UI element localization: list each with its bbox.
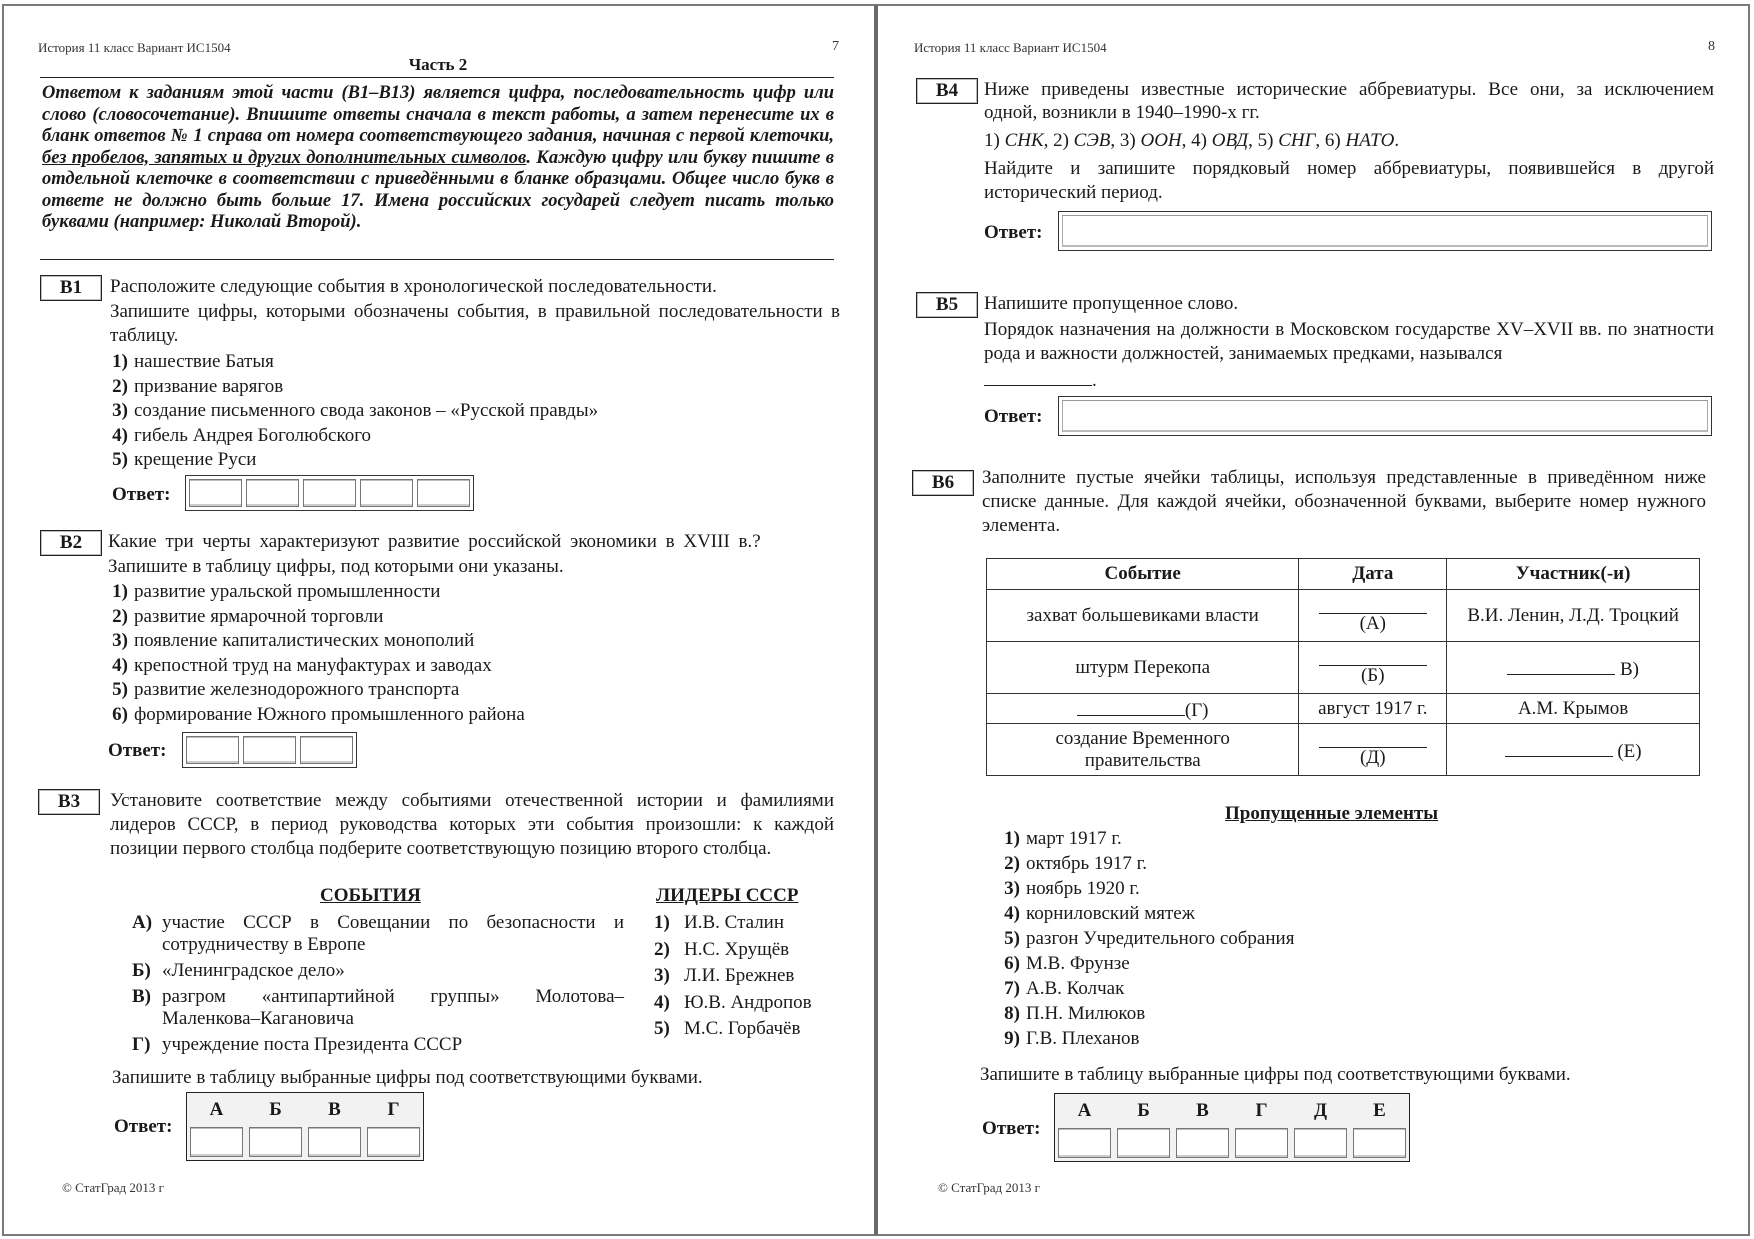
answer-label: Ответ: xyxy=(108,740,167,761)
answer-cell[interactable] xyxy=(243,736,296,764)
event-cell: создание Временного правительства xyxy=(987,724,1299,776)
list-item: 5) М.С. Горбачёв xyxy=(654,1018,801,1039)
answer-cell[interactable] xyxy=(1294,1128,1347,1158)
event-cell[interactable]: (Г) xyxy=(987,694,1299,724)
part-instructions: Ответом к заданиям этой части (В1–В13) является цифра, последовательность цифр или слово (словосочетание). Впишите ответы сначала в текст работы, а затем перенесите их в бланк ответов № 1 справа от номера соответствующего задания, начиная с первой клеточки, без пробелов, запятых и других дополнительных символов. Каждую цифру или букву пишите в отдельной клеточке в соответствии с приведёнными в бланке образцами. Общее число букв в ответе не должно быть больше 17. Имена российских государей следует писать только буквами (например: Николай Второй). xyxy=(42,83,834,232)
answer-cell[interactable] xyxy=(303,479,356,507)
footer-copyright: © СтатГрад 2013 г xyxy=(62,1180,164,1195)
b2-instruction: Запишите в таблицу цифры, под которыми они указаны. xyxy=(108,556,564,577)
b4-task: Найдите и запишите порядковый номер аббревиатуры, появившейся в другой исторический период. xyxy=(984,158,1714,203)
answer-label: Ответ: xyxy=(112,484,171,505)
question-badge-b3: В3 xyxy=(38,789,100,815)
list-item: 1) развитие уральской промышленности xyxy=(112,581,441,602)
participants-cell: А.М. Крымов xyxy=(1447,694,1700,724)
table-row xyxy=(987,694,1700,724)
list-item: 1) март 1917 г. xyxy=(1004,828,1122,849)
answer-cell[interactable] xyxy=(246,479,299,507)
list-item: 5) развитие железнодорожного транспорта xyxy=(112,679,460,700)
b6-answer-instruction: Запишите в таблицу выбранные цифры под соответствующими буквами. xyxy=(980,1064,1571,1085)
list-item: В) разгром «антипартийной группы» Молотова–Маленкова–Кагановича xyxy=(132,986,624,1029)
column-letter: Е xyxy=(1373,1100,1386,1121)
answer-cell[interactable] xyxy=(189,479,242,507)
participants-cell: В.И. Ленин, Л.Д. Троцкий xyxy=(1447,590,1700,642)
list-item: 6) М.В. Фрунзе xyxy=(1004,953,1130,974)
fill-blank xyxy=(984,366,1092,386)
list-item: 2) Н.С. Хрущёв xyxy=(654,938,790,960)
column-letter: В xyxy=(1196,1100,1209,1121)
column-header: Участник(-и) xyxy=(1447,559,1700,590)
list-item: А) участие СССР в Совещании по безопасности и сотрудничеству в Европе xyxy=(132,912,624,955)
column-letter: Б xyxy=(269,1099,282,1120)
missing-elements-heading: Пропущенные элементы xyxy=(1225,803,1439,824)
leaders-heading: ЛИДЕРЫ СССР xyxy=(656,885,799,906)
date-cell: август 1917 г. xyxy=(1299,694,1447,724)
b1-options xyxy=(100,350,598,473)
answer-label: Ответ: xyxy=(114,1116,173,1137)
answer-cell[interactable] xyxy=(1235,1128,1288,1158)
question-badge-b1: В1 xyxy=(40,275,102,301)
answer-cell[interactable] xyxy=(1117,1128,1170,1158)
b1-prompt: Расположите следующие события в хронологической последовательности. xyxy=(110,276,717,297)
b6-prompt: Заполните пустые ячейки таблицы, используя представленные в приведённом ниже списке данные. Для каждой ячейки, обозначенной буквами, выберите номер нужного элемента. xyxy=(982,467,1706,536)
answer-label: Ответ: xyxy=(984,406,1043,427)
page-header: История 11 класс Вариант ИС1504 xyxy=(914,40,1107,55)
list-item: 3) появление капиталистических монополий xyxy=(112,630,475,651)
list-item: 8) П.Н. Милюков xyxy=(1004,1003,1146,1024)
answer-cell[interactable] xyxy=(367,1127,420,1157)
list-item: 1) И.В. Сталин xyxy=(654,912,785,933)
list-item: 4) гибель Андрея Боголюбского xyxy=(112,424,372,446)
b2-answer-cells xyxy=(182,732,357,768)
question-badge-b4: В4 xyxy=(916,78,978,104)
list-item: Б) «Ленинградское дело» xyxy=(132,960,345,981)
table-row xyxy=(987,590,1700,642)
b3-events xyxy=(132,912,624,1060)
page-header: История 11 класс Вариант ИС1504 xyxy=(38,40,231,55)
column-letter: В xyxy=(328,1099,341,1120)
part-title: Часть 2 xyxy=(408,55,468,74)
column-letter: Г xyxy=(387,1099,400,1120)
participants-cell[interactable]: (Е) xyxy=(1447,724,1700,776)
b3-leaders xyxy=(654,912,844,1045)
events-heading: СОБЫТИЯ xyxy=(320,885,421,906)
column-header: Дата xyxy=(1299,559,1447,590)
list-item: 4) крепостной труд на мануфактурах и заводах xyxy=(112,654,492,676)
answer-cell[interactable] xyxy=(249,1127,302,1157)
divider xyxy=(40,259,834,260)
b6-answer-table xyxy=(1054,1093,1410,1162)
b5-prompt: Напишите пропущенное слово. xyxy=(984,293,1239,314)
list-item: 7) А.В. Колчак xyxy=(1004,978,1125,999)
answer-cell[interactable] xyxy=(360,479,413,507)
table-row xyxy=(987,642,1700,694)
list-item: 4) Ю.В. Андропов xyxy=(654,991,812,1013)
b3-answer-table xyxy=(186,1092,424,1161)
date-cell[interactable]: (Б) xyxy=(1299,642,1447,694)
answer-cell[interactable] xyxy=(1058,1128,1111,1158)
answer-cell[interactable] xyxy=(300,736,353,764)
column-header: Событие xyxy=(987,559,1299,590)
date-cell[interactable]: (Д) xyxy=(1299,724,1447,776)
answer-cell[interactable] xyxy=(190,1127,243,1157)
event-cell: захват большевиками власти xyxy=(987,590,1299,642)
b3-prompt: Установите соответствие между событиями отечественной истории и фамилиями лидеров СССР, в период руководства которых эти события произошли: к каждой позиции первого столбца подберите соответствующую позицию второго столбца. xyxy=(110,790,834,859)
list-item: 5) разгон Учредительного собрания xyxy=(1004,928,1295,949)
list-item: 9) Г.В. Плеханов xyxy=(1004,1028,1140,1049)
table-row xyxy=(987,724,1700,776)
column-letter: Б xyxy=(1137,1100,1150,1121)
list-item: 1) нашествие Батыя xyxy=(112,351,274,372)
list-item: 4) корниловский мятеж xyxy=(1004,903,1195,924)
answer-label: Ответ: xyxy=(982,1118,1041,1139)
list-item: Г) учреждение поста Президента СССР xyxy=(132,1034,463,1055)
question-badge-b6: В6 xyxy=(912,470,974,496)
footer-copyright: © СтатГрад 2013 г xyxy=(938,1180,1040,1195)
answer-label: Ответ: xyxy=(984,222,1043,243)
question-badge-b2: В2 xyxy=(40,530,102,556)
event-cell: штурм Перекопа xyxy=(987,642,1299,694)
column-letter: Д xyxy=(1313,1100,1328,1121)
b4-answer-field[interactable] xyxy=(1058,211,1712,251)
answer-cell[interactable] xyxy=(417,479,470,507)
page-number: 7 xyxy=(832,39,839,54)
divider xyxy=(40,77,834,78)
b1-answer-cells xyxy=(185,475,474,511)
list-item: 6) формирование Южного промышленного района xyxy=(112,703,525,725)
list-item: 3) Л.И. Брежнев xyxy=(654,965,795,986)
underlined-rule: без пробелов, запятых и других дополнительных символов xyxy=(42,147,527,168)
answer-cell[interactable] xyxy=(186,736,239,764)
question-badge-b5: В5 xyxy=(916,292,978,318)
b1-instruction: Запишите цифры, которыми обозначены события, в правильной последовательности в таблицу. xyxy=(110,301,840,346)
date-cell[interactable]: (А) xyxy=(1299,590,1447,642)
missing-elements-list xyxy=(992,826,1294,1051)
b3-answer-instruction: Запишите в таблицу выбранные цифры под соответствующими буквами. xyxy=(112,1067,703,1088)
list-item: 5) крещение Руси xyxy=(112,449,257,470)
column-letter: А xyxy=(209,1099,224,1120)
list-item: 3) создание письменного свода законов – «Русской правды» xyxy=(112,400,599,421)
b2-prompt: Какие три черты характеризуют развитие российской экономики в XVIII в.? xyxy=(108,531,761,552)
answer-cell[interactable] xyxy=(1176,1128,1229,1158)
answer-cell[interactable] xyxy=(308,1127,361,1157)
page-number: 8 xyxy=(1708,39,1715,54)
participants-cell[interactable]: В) xyxy=(1447,642,1700,694)
list-item: 2) призвание варягов xyxy=(112,375,284,397)
column-letter: Г xyxy=(1255,1100,1268,1121)
list-item: 3) ноябрь 1920 г. xyxy=(1004,878,1140,899)
b5-answer-field[interactable] xyxy=(1058,396,1712,436)
b4-abbreviations: 1) СНК, 2) СЭВ, 3) ООН, 4) ОВД, 5) СНГ, 6) НАТО. xyxy=(984,130,1400,151)
b4-prompt: Ниже приведены известные исторические аббревиатуры. Все они, за исключением одной, возникли в 1940–1990-х гг. xyxy=(984,79,1714,123)
answer-cell[interactable] xyxy=(1353,1128,1406,1158)
list-item: 2) октябрь 1917 г. xyxy=(1004,853,1148,874)
list-item: 2) развитие ярмарочной торговли xyxy=(112,605,384,627)
b5-question: Порядок назначения на должности в Московском государстве XV–XVII вв. по знатности рода и важности должностей, занимаемых предками, назывался . xyxy=(984,319,1714,391)
column-letter: А xyxy=(1077,1100,1092,1121)
b2-options xyxy=(100,580,525,727)
b6-events-table xyxy=(986,558,1700,776)
